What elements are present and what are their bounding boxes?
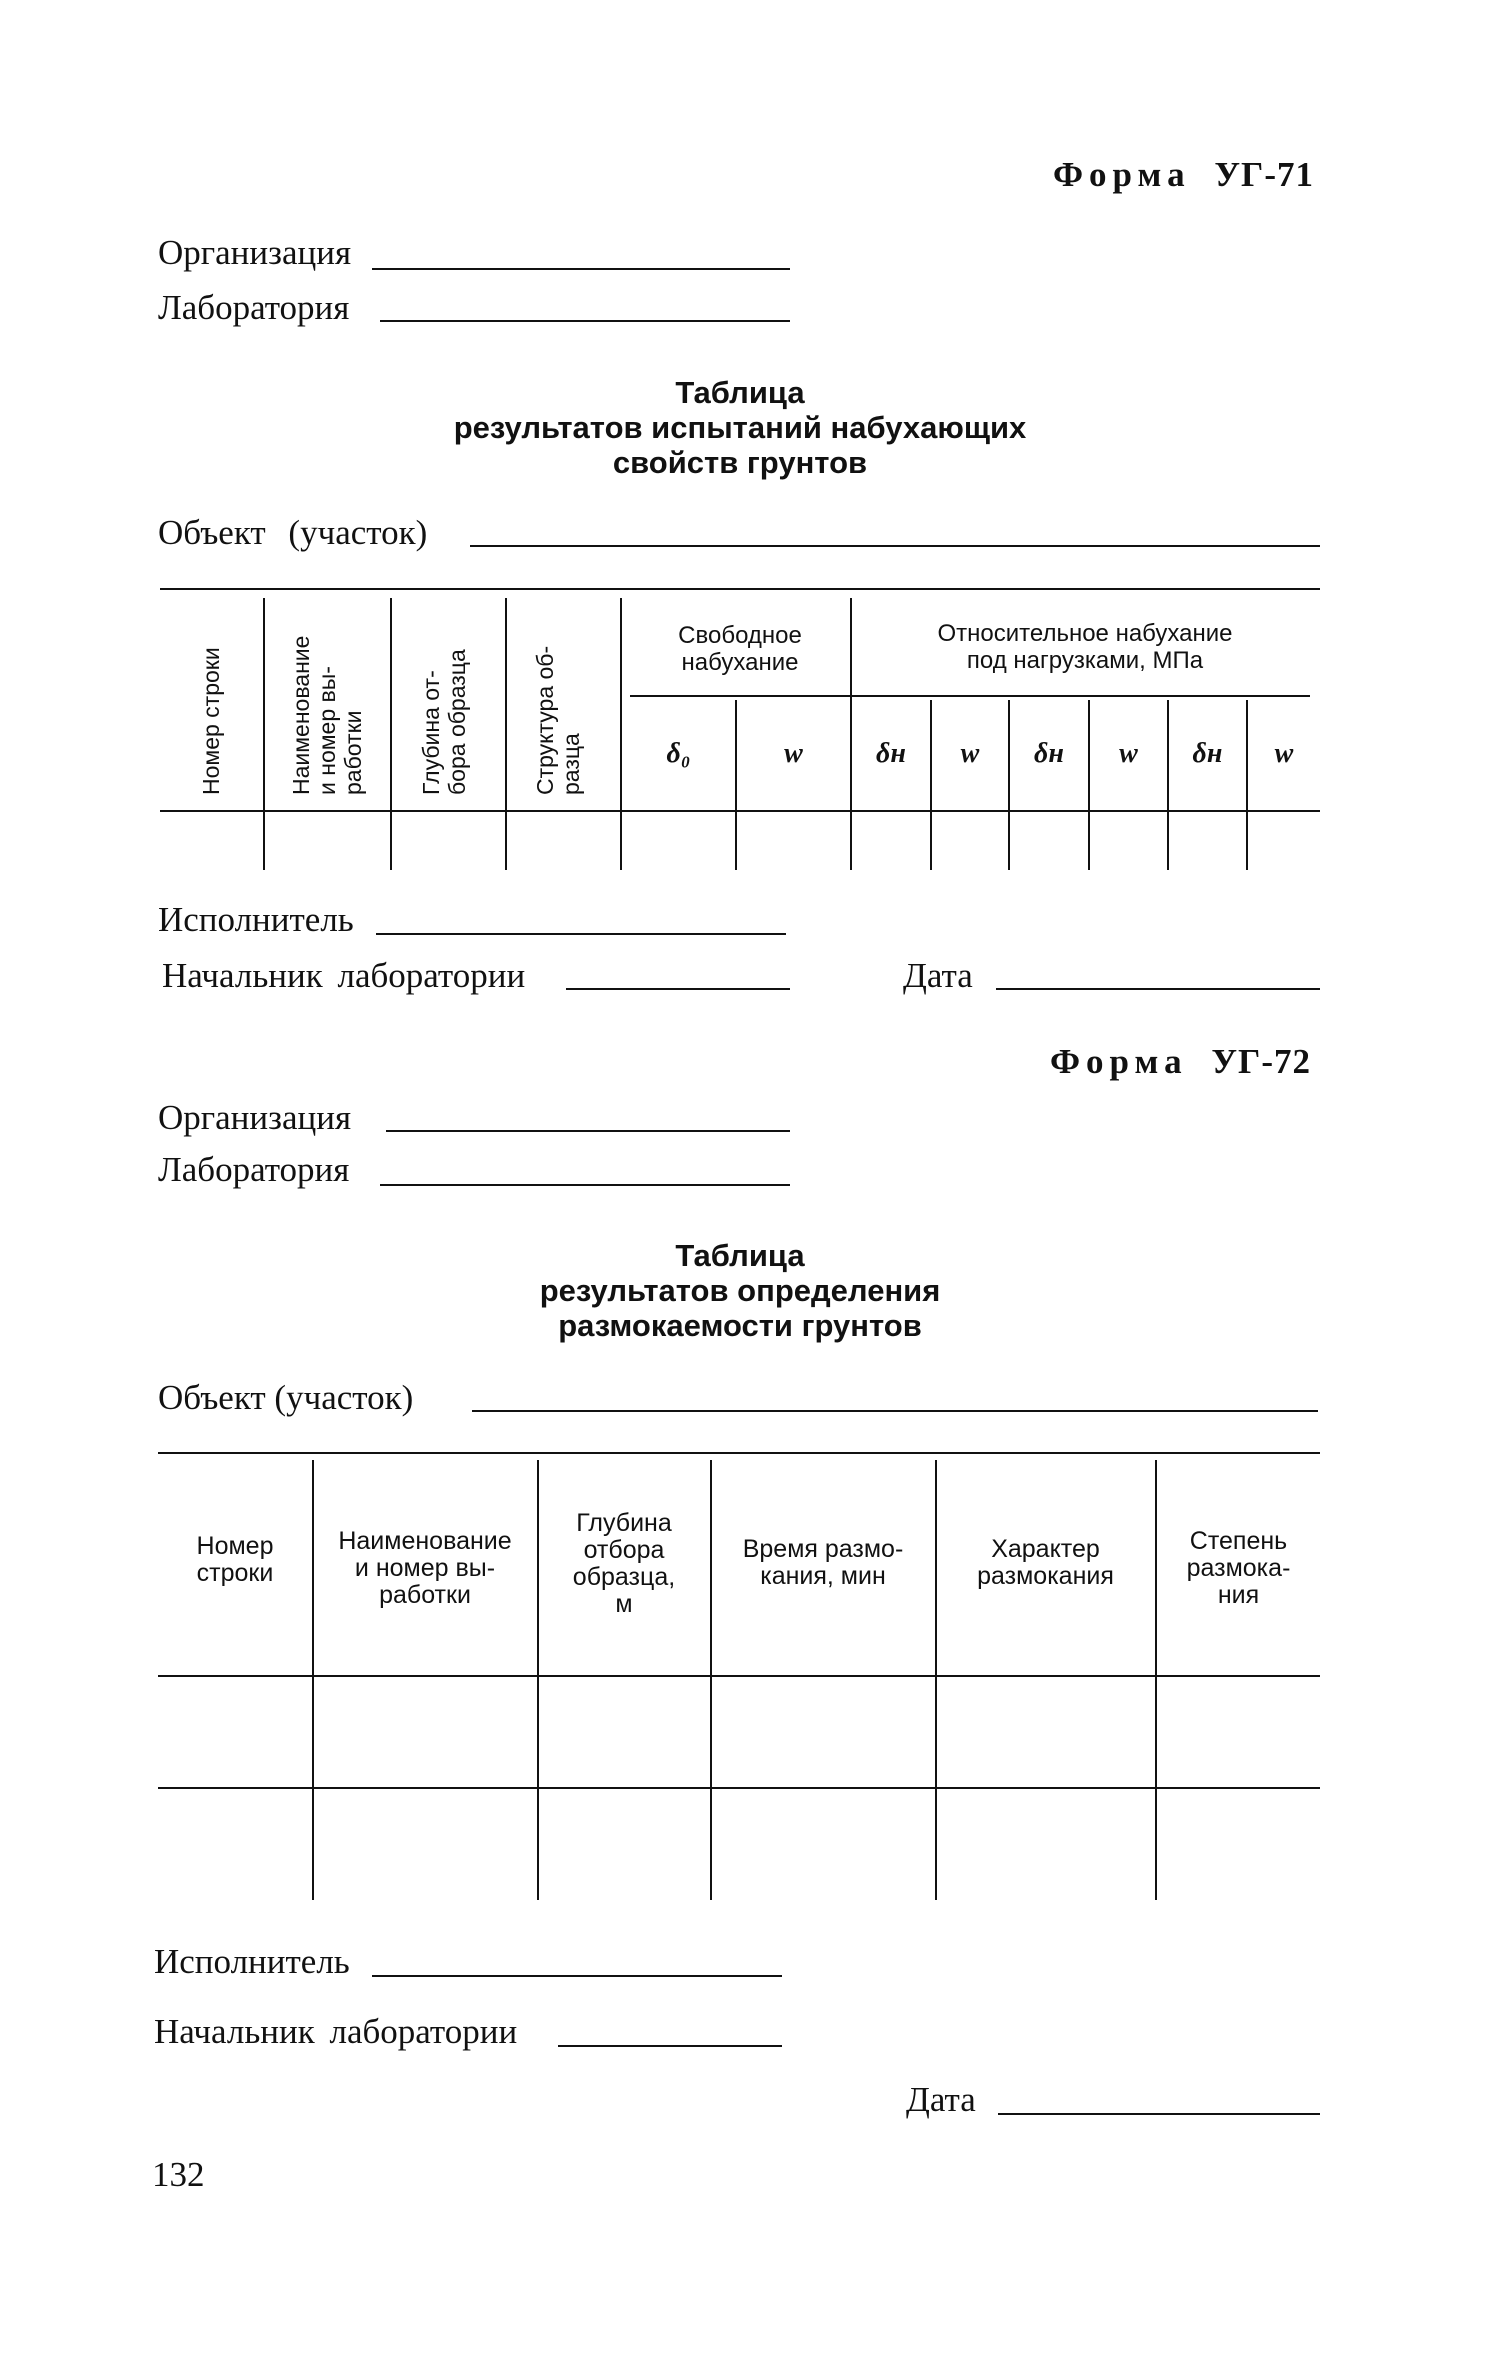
form2-title	[340, 1238, 1140, 1343]
form2-object-label: Объект (участок)	[158, 1378, 414, 1417]
form2-title-line2: результатов определения	[539, 1273, 941, 1308]
form1-vline-7	[930, 700, 932, 870]
form1-vline-3	[505, 598, 507, 870]
form2-lab-head-label: Начальник лаборатории	[154, 2012, 518, 2051]
form1-vline-5	[735, 700, 737, 870]
form1-col-delta-n-2: δн	[1034, 738, 1064, 769]
form2-laboratory-label: Лаборатория	[158, 1150, 350, 1189]
form1-label-word: Форма	[1053, 155, 1191, 194]
form1-lab-head-label: Начальник лаборатории	[162, 956, 526, 995]
form1-vline-8	[1008, 700, 1010, 870]
form1-table-header-bottom	[160, 810, 1320, 812]
form1-object-field[interactable]	[470, 545, 1320, 547]
form1-label-code: УГ-71	[1214, 155, 1314, 194]
form2-organization-label: Организация	[158, 1098, 352, 1137]
form2-table-header-bottom	[158, 1675, 1320, 1677]
form2-label-word: Форма	[1050, 1042, 1188, 1081]
form1-lab-head-field[interactable]	[566, 988, 790, 990]
form1-executor-field[interactable]	[376, 933, 786, 935]
form2-table-row-divider	[158, 1787, 1320, 1789]
form1-table-subheader-divider	[630, 695, 1310, 697]
form1-col-w1: w	[784, 738, 803, 769]
form2-label	[1050, 1042, 1311, 1082]
form2-label-code: УГ-72	[1211, 1042, 1311, 1081]
form1-title-line1: Таблица	[675, 375, 805, 410]
form1-col-delta-n-3: δн	[1192, 738, 1223, 769]
form2-vline-1	[312, 1460, 314, 1900]
form2-table-top-border	[158, 1452, 1320, 1454]
page-number: 132	[152, 2155, 205, 2194]
form1-executor-label: Исполнитель	[158, 900, 354, 939]
form2-col-depth: Глубина отбора образца, м	[572, 1509, 676, 1618]
form2-executor-field[interactable]	[372, 1975, 782, 1977]
form1-organization-label: Организация	[158, 233, 352, 272]
form1-vline-11	[1246, 700, 1248, 870]
form1-col-structure: Структура об- разца	[532, 645, 584, 795]
form1-vline-1	[263, 598, 265, 870]
form1-col-w2: w	[960, 738, 980, 769]
form2-title-line1: Таблица	[675, 1238, 805, 1273]
form2-object-field[interactable]	[472, 1410, 1318, 1412]
form1-date-label: Дата	[903, 956, 973, 995]
form1-label	[1053, 155, 1314, 195]
form1-vline-9	[1088, 700, 1090, 870]
form2-vline-5	[1155, 1460, 1157, 1900]
form1-col-depth: Глубина от- бора образца	[418, 649, 470, 795]
form2-date-field[interactable]	[998, 2113, 1320, 2115]
form2-col-row-number: Номер строки	[196, 1532, 274, 1587]
form1-col-free-swelling: Свободное набухание	[678, 622, 802, 676]
form1-col-row-number: Номер строки	[198, 647, 224, 795]
form2-col-degree: Степень размока- ния	[1186, 1527, 1291, 1609]
form1-vline-6	[850, 598, 852, 870]
form1-vline-4	[620, 598, 622, 870]
form1-col-delta0: δ₀	[666, 738, 691, 769]
form2-executor-label: Исполнитель	[154, 1942, 350, 1981]
form2-col-character: Характер размокания	[977, 1535, 1114, 1590]
form2-title-line3: размокаемости грунтов	[558, 1308, 922, 1343]
form2-col-time: Время размо- кания, мин	[742, 1535, 904, 1590]
form1-vline-10	[1167, 700, 1169, 870]
form1-title-line3: свойств грунтов	[612, 445, 868, 480]
form1-title-line2: результатов испытаний набухающих	[453, 410, 1027, 445]
form1-laboratory-label: Лаборатория	[158, 288, 350, 327]
form2-laboratory-field[interactable]	[380, 1184, 790, 1186]
form1-laboratory-field[interactable]	[380, 320, 790, 322]
form1-col-relative-swelling: Относительное набухание под нагрузками, МПа	[937, 620, 1233, 674]
form1-col-delta-n-1: δн	[876, 738, 906, 769]
form2-vline-4	[935, 1460, 937, 1900]
form2-col-name: Наименование и номер вы- работки	[338, 1527, 512, 1609]
form2-date-label: Дата	[906, 2080, 976, 2119]
form1-title	[340, 375, 1140, 480]
form1-vline-2	[390, 598, 392, 870]
form2-lab-head-field[interactable]	[558, 2045, 782, 2047]
form1-col-w4: w	[1274, 738, 1294, 769]
form2-vline-3	[710, 1460, 712, 1900]
form2-organization-field[interactable]	[386, 1130, 790, 1132]
form1-organization-field[interactable]	[372, 268, 790, 270]
form1-date-field[interactable]	[996, 988, 1320, 990]
form1-table-top-border	[160, 588, 1320, 590]
form1-object-label: Объект (участок)	[158, 513, 428, 552]
form1-col-w3: w	[1119, 738, 1138, 769]
form1-col-name: Наименование и номер вы- работки	[288, 635, 366, 795]
